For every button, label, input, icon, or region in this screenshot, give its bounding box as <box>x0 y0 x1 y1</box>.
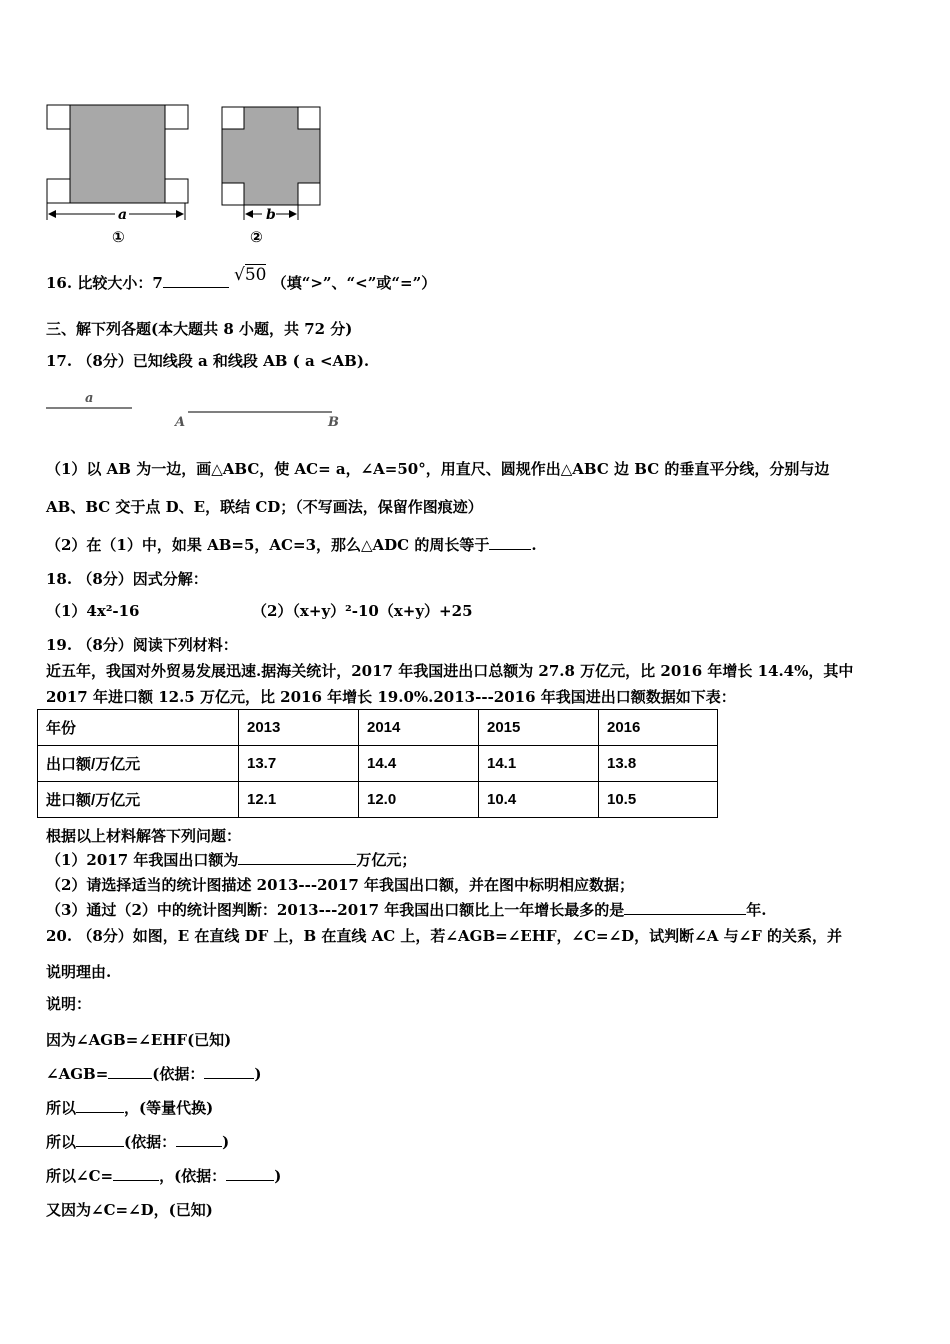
q17-part2-text: （2）在（1）中，如果 AB=5，AC=3，那么△ADC 的周长等于 <box>46 536 490 554</box>
table-cell: 14.1 <box>479 746 599 782</box>
q19-part2: （2）请选择适当的统计图描述 2013---2017 年我国出口额，并在图中标明相应数据； <box>46 876 635 894</box>
table-cell: 进口额/万亿元 <box>38 782 239 818</box>
proof-blank[interactable] <box>76 1132 124 1147</box>
table-header: 2014 <box>359 710 479 746</box>
question-18-stem: 18. （8分）因式分解： <box>46 570 208 588</box>
proof-text: 所以 <box>46 1099 77 1117</box>
q16-suffix: （填“>”、“<”或“=”） <box>271 274 437 292</box>
sqrt-expression: √50 <box>234 265 267 285</box>
table-cell: 10.4 <box>479 782 599 818</box>
proof-text: (依据： <box>124 1133 177 1151</box>
proof-blank[interactable] <box>176 1132 222 1147</box>
proof-text: (依据： <box>152 1065 205 1083</box>
proof-line-1: 因为∠AGB=∠EHF(已知) <box>46 1031 232 1049</box>
proof-text: ) <box>274 1167 282 1185</box>
proof-blank[interactable] <box>108 1064 152 1079</box>
q19-part3 <box>46 900 767 920</box>
proof-text: 所以 <box>46 1133 77 1151</box>
q19-answer-blank-3[interactable] <box>624 900 746 915</box>
radicand: 50 <box>244 265 267 285</box>
table-cell: 14.4 <box>359 746 479 782</box>
period: . <box>531 536 537 554</box>
proof-text: ，(依据： <box>159 1167 227 1185</box>
q17-part1-line2: AB、BC 交于点 D、E，联结 CD；（不写画法，保留作图痕迹） <box>46 498 483 516</box>
segment-a-label: a <box>85 391 94 406</box>
table-header: 2016 <box>599 710 718 746</box>
q19-intro: 根据以上材料解答下列问题： <box>46 827 242 845</box>
q19-part1 <box>46 850 416 870</box>
table-cell: 13.8 <box>599 746 718 782</box>
table-cell: 13.7 <box>239 746 359 782</box>
q19-part1-unit: 万亿元； <box>356 851 417 869</box>
label-a: a <box>118 207 128 223</box>
q17-part2 <box>46 535 537 555</box>
table-header: 2013 <box>239 710 359 746</box>
explain-label: 说明： <box>46 995 92 1013</box>
q18-part1: （1）4x²-16 <box>46 602 140 620</box>
proof-line-2 <box>46 1064 261 1084</box>
table-cell: 12.0 <box>359 782 479 818</box>
q17-answer-blank[interactable] <box>489 535 531 550</box>
proof-blank[interactable] <box>226 1166 274 1181</box>
proof-line-5 <box>46 1166 281 1186</box>
point-B-label: B <box>328 415 339 430</box>
q19-part1-text: （1）2017 年我国出口额为 <box>46 851 239 869</box>
proof-text: ，(等量代换) <box>124 1099 214 1117</box>
figure-2 <box>222 107 320 220</box>
table-header: 2015 <box>479 710 599 746</box>
table-cell: 10.5 <box>599 782 718 818</box>
q19-answer-blank-1[interactable] <box>238 850 356 865</box>
question-20-stem: 20. （8分）如图，E 在直线 DF 上，B 在直线 AC 上，若∠AGB=∠EHF，∠C=∠D，试判断∠A 与∠F 的关系，并 <box>46 927 843 945</box>
section-3-heading: 三、解下列各题(本大题共 8 小题，共 72 分) <box>46 320 353 338</box>
proof-line-6: 又因为∠C=∠D，(已知) <box>46 1201 213 1219</box>
table-cell: 出口额/万亿元 <box>38 746 239 782</box>
proof-text: ∠AGB= <box>46 1065 109 1083</box>
question-20-stem-2: 说明理由. <box>46 963 112 981</box>
proof-blank[interactable] <box>113 1166 159 1181</box>
q18-part2: （2）（x+y）²-10（x+y）+25 <box>252 602 473 620</box>
q19-para1: 近五年，我国对外贸易发展迅速.据海关统计，2017 年我国进出口总额为 27.8 万亿元，比 2016 年增长 14.4%，其中 <box>46 662 854 680</box>
table-row <box>38 746 718 782</box>
question-16 <box>46 265 437 293</box>
trade-data-table <box>37 709 718 818</box>
proof-blank[interactable] <box>204 1064 254 1079</box>
proof-text: 所以∠C= <box>46 1167 114 1185</box>
q17-part1-line1: （1）以 AB 为一边，画△ABC，使 AC= a，∠A=50°，用直尺、圆规作出△ABC 边 BC 的垂直平分线，分别与边 <box>46 460 830 478</box>
table-cell: 12.1 <box>239 782 359 818</box>
proof-blank[interactable] <box>76 1098 124 1113</box>
question-19-stem: 19. （8分）阅读下列材料： <box>46 636 238 654</box>
figure-squares <box>40 95 340 250</box>
figure-number-2: ② <box>250 228 263 246</box>
proof-line-3 <box>46 1098 213 1118</box>
proof-line-4 <box>46 1132 229 1152</box>
q19-part3-unit: 年. <box>746 901 767 919</box>
figure-1 <box>47 105 188 220</box>
proof-text: ) <box>222 1133 230 1151</box>
q19-part3-text: （3）通过（2）中的统计图判断：2013---2017 年我国出口额比上一年增长最多的是 <box>46 901 625 919</box>
table-header-row <box>38 710 718 746</box>
point-A-label: A <box>175 415 186 430</box>
q16-prefix: 16. 比较大小：7 <box>46 274 163 292</box>
table-row <box>38 782 718 818</box>
proof-text: ) <box>254 1065 262 1083</box>
figure-number-1: ① <box>112 228 125 246</box>
q16-answer-blank[interactable] <box>163 273 229 288</box>
q19-para2: 2017 年进口额 12.5 万亿元，比 2016 年增长 19.0%.2013---2016 年我国进出口额数据如下表： <box>46 688 736 706</box>
table-header: 年份 <box>38 710 239 746</box>
question-17-stem: 17. （8分）已知线段 a 和线段 AB ( a <AB). <box>46 352 370 370</box>
segments-figure <box>40 385 350 435</box>
label-b: b <box>266 207 276 223</box>
